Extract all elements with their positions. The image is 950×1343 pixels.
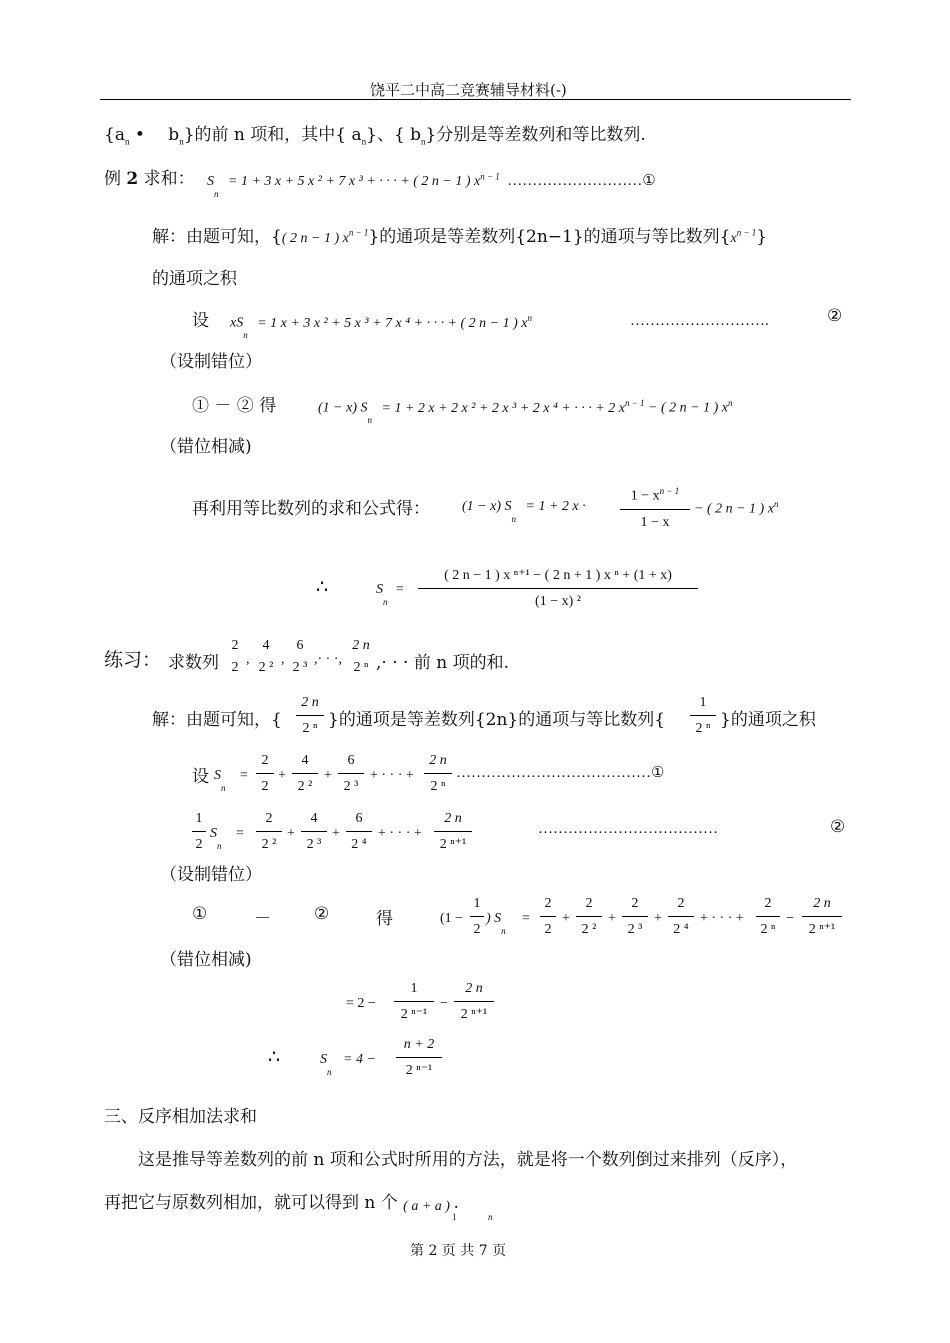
result1-therefore: ∴ [316, 576, 329, 598]
example2-line: 例 2 求和： [104, 169, 195, 189]
section3-sub1: 1 [452, 1212, 457, 1222]
sub2-frac-e: 2 2 ⁿ [756, 895, 780, 939]
sub2-frac-h: 1 2 [470, 895, 484, 939]
set2-tail: …………………………………① [456, 765, 665, 781]
half2-plus2: + [332, 826, 340, 841]
simplify2-lead: = 2 − [346, 996, 376, 1011]
exercise-frac2: 4 2 ² [258, 638, 274, 675]
half2-frac-h: 1 2 [192, 810, 206, 854]
set2-plus1: + [278, 768, 286, 783]
exercise-mid: ,· · ·, [314, 652, 342, 667]
section3-title: 三、反序相加法求和 [104, 1107, 257, 1127]
exercise-frac4: 2 n 2 ⁿ [352, 638, 370, 675]
section3-p1: 这是推导等差数列的前 n 项和公式时所用的方法，就是将一个数列倒过来排列（反序）， [138, 1150, 798, 1170]
example2-formula: $S_n = 1 + 3$ x + 5 x ² + 7 x ³ + · · · + ( 2 n − 1 ) $x^{n - 1}$ ………………………① [207, 171, 656, 199]
exercise-text2: ,· · · 前 n 项的和. [376, 653, 509, 673]
solution2-frac1: 2 n 2 ⁿ [296, 694, 324, 738]
step-sub-formula: (1 − x) $S_n = 1 + 2$ x + 2 x ² + 2 x ³ + 2 x ⁴ + · · · + 2 $x^{n - 1}$ − ( 2 n − 1 ) $x^n$ [318, 398, 733, 426]
solution2-part1: 解：由题可知，{ [152, 710, 282, 730]
step-set-label: 设 [192, 311, 209, 331]
exercise-label: 练习： [104, 649, 162, 671]
sub2-plusdots: + · · · + [700, 911, 744, 926]
step-set-mark: ② [827, 306, 843, 326]
result2-therefore: ∴ [268, 1046, 281, 1068]
sub2-frac-a: 2 2 [540, 895, 556, 939]
exercise-comma2: , [281, 652, 285, 667]
sub2-plus2: + [608, 911, 616, 926]
step-geo-text: 再利用等比数列的求和公式得： [192, 499, 430, 519]
set2-S: $S_n$ = [214, 768, 249, 793]
simplify2-minus: − [440, 996, 448, 1011]
section3-subn: n [488, 1212, 493, 1222]
half2-dots: ……………………………… [538, 821, 718, 837]
step-set-note: （设制错位） [160, 352, 262, 372]
result1-S: $S_n$ = [376, 582, 405, 607]
sub2-plus3: + [654, 911, 662, 926]
set2-plusdots: + · · · + [370, 768, 414, 783]
intro-line: {$a_n$ • $b_n$}的前 n 项和，其中{ $a_n$}、{ $b_n$}分别是等差数列和等比数列. [104, 125, 646, 147]
half2-frac-a: 2 2 ² [256, 810, 282, 854]
sub2-c3: ② [314, 904, 330, 924]
exercise-frac3: 6 2 ³ [292, 638, 308, 675]
step-geo-fraction: $1 - x^{n - 1}$ 1 − x [620, 482, 690, 532]
exercise-frac1: 2 2 [231, 638, 239, 675]
page-header: 饶平二中高二竞赛辅导材料(-) [370, 81, 567, 99]
step-geo-lhs: (1 − x) $S_n = 1 + 2$ x · [462, 499, 586, 524]
sub2-frac-c: 2 2 ³ [622, 895, 648, 939]
step-geo-tail: − ( 2 n − 1 ) $x^n$ [694, 499, 779, 517]
exercise-text1: 求数列 [168, 653, 219, 673]
step-set-dots: ………………………. [630, 313, 769, 329]
sub2-frac-b: 2 2 ² [576, 895, 602, 939]
simplify2-frac-a: 1 2 ⁿ⁻¹ [394, 980, 434, 1024]
exercise-comma1: , [246, 652, 250, 667]
sub2-frac-d: 2 2 ⁴ [668, 895, 694, 939]
result2-fraction: n + 2 2 ⁿ⁻¹ [396, 1036, 442, 1080]
solution1-line: 解：由题可知，{( 2 n − 1 ) $x^{n - 1}$}的通项是等差数列{2n−1}的通项与等比数列$\{x^{n - 1}\}$ [152, 227, 768, 247]
section3-p2: 再把它与原数列相加，就可以得到 n 个 ( a + a ) . [104, 1193, 459, 1214]
half2-plusdots: + · · · + [378, 826, 422, 841]
sub2-plus1: + [562, 911, 570, 926]
half2-frac-c: 6 2 ⁴ [346, 810, 372, 854]
step-set-formula: $xS_n = 1$ x + 3 x ² + 5 x ³ + 7 x ⁴ + · · · + ( 2 n − 1 ) $x^n$ [230, 313, 533, 341]
solution1-line2: 的通项之积 [152, 269, 237, 289]
sub2-c4: 得 [376, 909, 393, 929]
set2-frac-e: 2 n 2 ⁿ [424, 752, 452, 796]
half2-mark: ② [830, 817, 846, 837]
result1-fraction: ( 2 n − 1 ) x ⁿ⁺¹ − ( 2 n + 1 ) x ⁿ + (1 + x) (1 − x) ² [418, 567, 698, 611]
half2-frac-b: 4 2 ³ [301, 810, 327, 854]
sub2-c1: ① [192, 904, 208, 924]
sub2-lhs-close: ) $S_n$ = [486, 911, 531, 936]
solution2-part3: }的通项之积 [720, 710, 816, 730]
sub2-note: （错位相减) [160, 950, 252, 970]
solution2-part2: }的通项是等差数列{2n}的通项与等比数列{ [328, 710, 666, 730]
half2-plus1: + [287, 826, 295, 841]
page-footer: 第 2 页 共 7 页 [410, 1243, 507, 1259]
sub2-frac-f: 2 n 2 ⁿ⁺¹ [802, 895, 842, 939]
simplify2-frac-b: 2 n 2 ⁿ⁺¹ [454, 980, 494, 1024]
set2-label: 设 [192, 767, 209, 787]
set2-plus2: + [324, 768, 332, 783]
step-sub-label: ① － ② 得 [192, 396, 277, 416]
half2-frac-e: 2 n 2 ⁿ⁺¹ [434, 810, 472, 854]
half2-S: $S_n$ = [210, 826, 245, 851]
set2-frac-b: 4 2 ² [292, 752, 318, 796]
sub2-lhs-open: (1 − [440, 911, 464, 926]
step-sub-note: （错位相减) [160, 437, 252, 457]
half2-note: （设制错位） [160, 865, 262, 885]
set2-frac-a: 2 2 [256, 752, 274, 796]
set2-frac-c: 6 2 ³ [338, 752, 364, 796]
sub2-minus: − [786, 911, 794, 926]
solution2-frac2: 1 2 ⁿ [690, 694, 716, 738]
header-rule [100, 99, 851, 100]
result2-S: $S_n = 4$ − [320, 1052, 376, 1077]
sub2-c2: － [254, 909, 271, 929]
